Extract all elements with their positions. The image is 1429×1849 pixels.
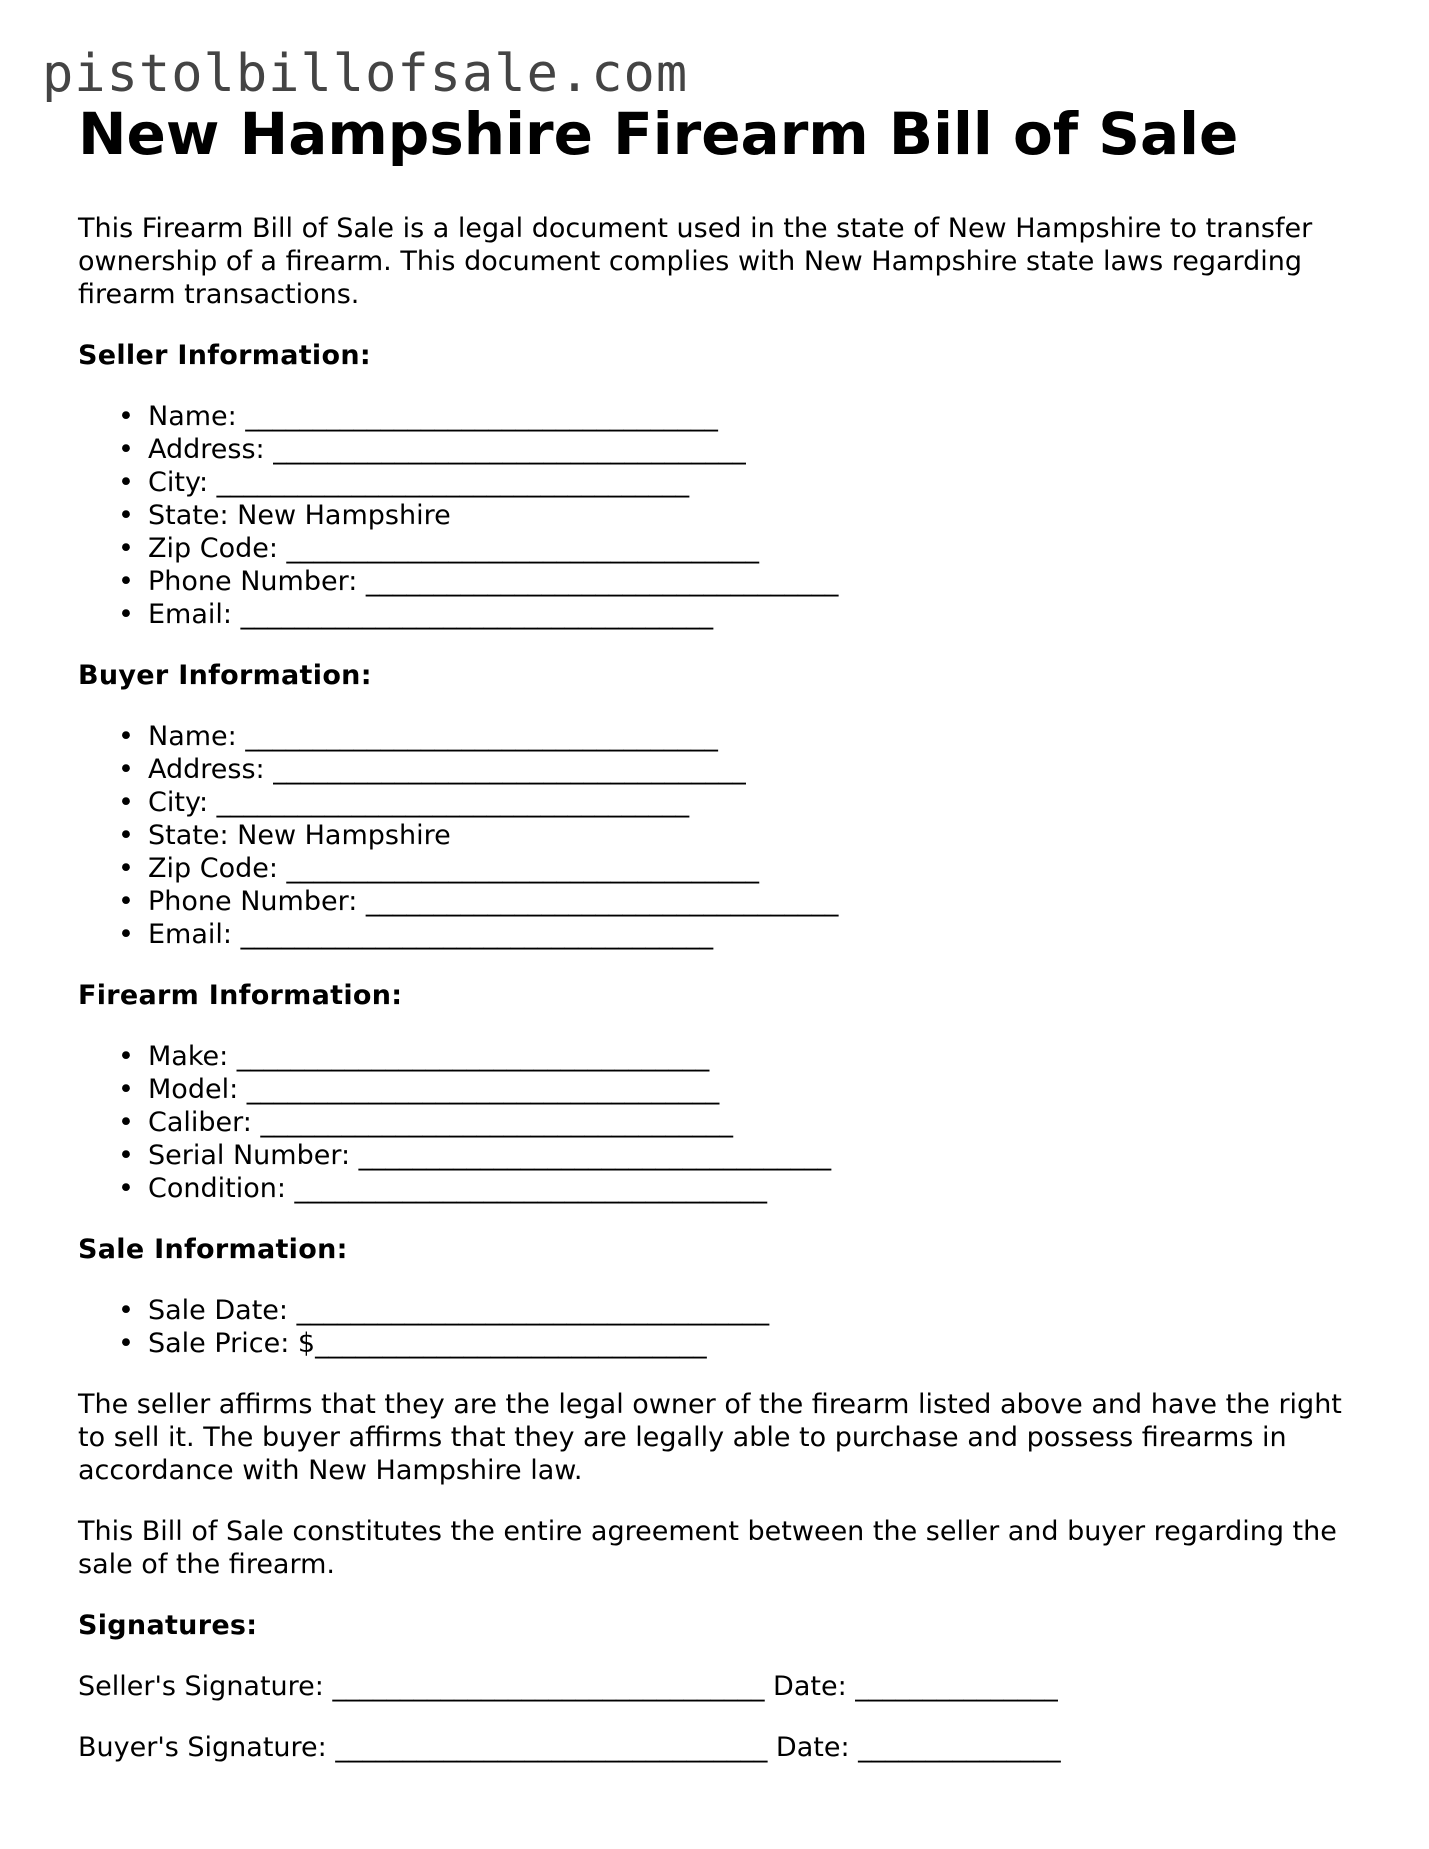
document-body <box>78 98 1368 1792</box>
buyer-phone-field: • Phone Number: ___________________________________ <box>118 886 839 917</box>
buyer-section-heading: Buyer Information: <box>78 660 372 691</box>
seller-phone-field: • Phone Number: ___________________________________ <box>118 566 839 597</box>
buyer-field-list <box>78 720 1368 951</box>
seller-zip-field: • Zip Code: ___________________________________ <box>118 533 760 564</box>
sale-field-list <box>78 1294 1368 1360</box>
bullet-icon: • <box>118 1074 134 1105</box>
seller-name-field: • Name: ___________________________________ <box>118 401 718 432</box>
buyer-city-field: • City: ___________________________________ <box>118 787 690 818</box>
seller-address-field: • Address: ___________________________________ <box>118 434 746 465</box>
buyer-state-field: • State: New Hampshire <box>118 820 451 851</box>
buyer-zip-field: • Zip Code: ___________________________________ <box>118 853 760 884</box>
intro-paragraph: This Firearm Bill of Sale is a legal document used in the state of New Hampshire to transfer ownership of a firearm. This document complies with New Hampshire state laws regarding firearm transactions. <box>78 213 1313 310</box>
bullet-icon: • <box>118 1041 134 1072</box>
firearm-model-field: • Model: ___________________________________ <box>118 1074 720 1105</box>
sale-section-heading: Sale Information: <box>78 1234 348 1265</box>
bullet-icon: • <box>118 1173 134 1204</box>
affirmation-paragraph: The seller affirms that they are the legal owner of the firearm listed above and have the right to sell it. The buyer affirms that they are legally able to purchase and possess firearms in accordance with New Hampshire law. <box>78 1389 1342 1486</box>
seller-email-field: • Email: ___________________________________ <box>118 599 714 630</box>
buyer-signature-line: Buyer's Signature: ________________________________ Date: _______________ <box>78 1732 1061 1763</box>
bullet-icon: • <box>118 820 134 851</box>
seller-signature-line: Seller's Signature: ________________________________ Date: _______________ <box>78 1671 1058 1702</box>
firearm-serial-field: • Serial Number: ___________________________________ <box>118 1140 832 1171</box>
buyer-email-field: • Email: ___________________________________ <box>118 919 714 950</box>
buyer-name-field: • Name: ___________________________________ <box>118 721 718 752</box>
firearm-section-heading: Firearm Information: <box>78 980 403 1011</box>
bullet-icon: • <box>118 919 134 950</box>
firearm-condition-field: • Condition: ___________________________________ <box>118 1173 768 1204</box>
bullet-icon: • <box>118 434 134 465</box>
firearm-make-field: • Make: ___________________________________ <box>118 1041 710 1072</box>
sale-price-field: • Sale Price: $_____________________________ <box>118 1328 707 1359</box>
seller-city-field: • City: ___________________________________ <box>118 467 690 498</box>
seller-section-heading: Seller Information: <box>78 340 371 371</box>
bullet-icon: • <box>118 401 134 432</box>
firearm-caliber-field: • Caliber: ___________________________________ <box>118 1107 733 1138</box>
bullet-icon: • <box>118 1328 134 1359</box>
bullet-icon: • <box>118 500 134 531</box>
signatures-section-heading: Signatures: <box>78 1610 258 1641</box>
bullet-icon: • <box>118 754 134 785</box>
bullet-icon: • <box>118 599 134 630</box>
seller-state-field: • State: New Hampshire <box>118 500 451 531</box>
sale-date-field: • Sale Date: ___________________________________ <box>118 1295 770 1326</box>
agreement-paragraph: This Bill of Sale constitutes the entire agreement between the seller and buyer regarding the sale of the firearm. <box>78 1516 1337 1580</box>
bullet-icon: • <box>118 853 134 884</box>
site-watermark: pistolbillofsale.com <box>42 44 689 104</box>
bullet-icon: • <box>118 566 134 597</box>
firearm-field-list <box>78 1040 1368 1205</box>
bullet-icon: • <box>118 1295 134 1326</box>
buyer-address-field: • Address: ___________________________________ <box>118 754 746 785</box>
bullet-icon: • <box>118 1107 134 1138</box>
seller-field-list <box>78 400 1368 631</box>
bullet-icon: • <box>118 533 134 564</box>
bullet-icon: • <box>118 787 134 818</box>
bullet-icon: • <box>118 721 134 752</box>
bullet-icon: • <box>118 886 134 917</box>
bullet-icon: • <box>118 1140 134 1171</box>
bullet-icon: • <box>118 467 134 498</box>
page-title: New Hampshire Firearm Bill of Sale <box>78 100 1239 168</box>
